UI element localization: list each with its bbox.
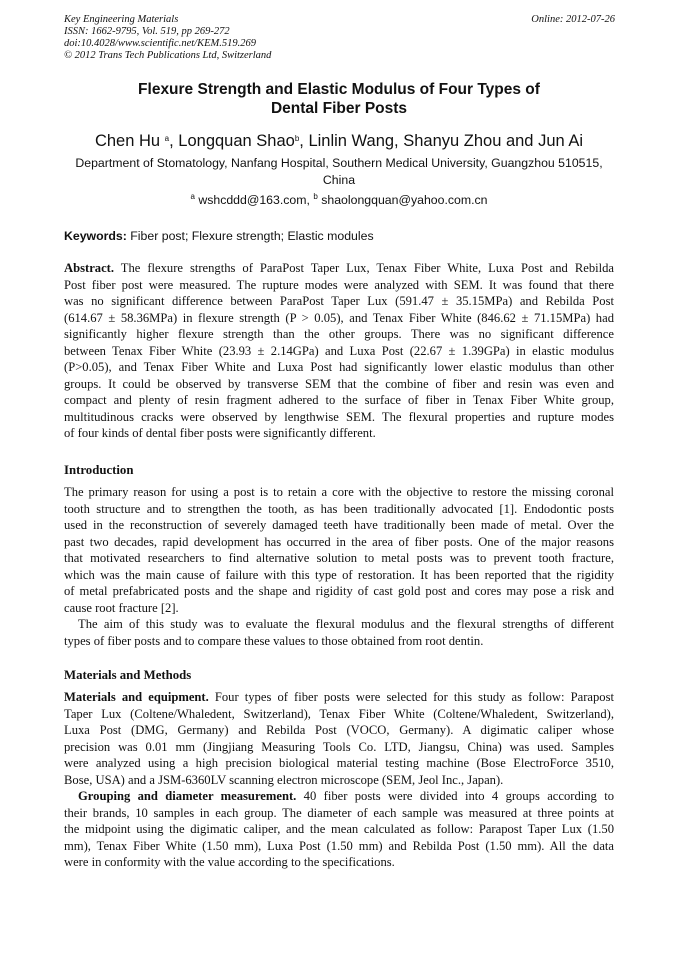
line-text: cause root fracture [2]. bbox=[64, 600, 179, 615]
text-line bbox=[64, 310, 614, 327]
text-line bbox=[64, 616, 614, 633]
title-line: Flexure Strength and Elastic Modulus of Four Types of bbox=[138, 81, 540, 98]
line-text: Taper Lux (Coltene/Whaledent, Switzerland), Tenax Fiber White (Coltene/Whaledent, Switzerland), bbox=[64, 706, 614, 721]
text-line bbox=[64, 293, 614, 310]
line-text: groups. It could be observed by transverse SEM that the combine of fiber and resin was even and bbox=[64, 376, 614, 391]
line-text: between Tenax Fiber White (23.93 ± 2.14GPa) and Luxa Post (22.67 ± 1.39GPa) in elastic modulus bbox=[64, 343, 614, 358]
text-line bbox=[64, 359, 614, 376]
line-text: (614.67 ± 58.36MPa) in flexure strength (P > 0.05), and Tenax Fiber White (846.62 ± 71.15MPa) had bbox=[64, 310, 614, 325]
text-line bbox=[64, 600, 614, 617]
text-line bbox=[64, 326, 614, 343]
abstract bbox=[64, 260, 614, 442]
line-text: 40 fiber posts were divided into 4 groups according to bbox=[296, 789, 614, 803]
line-text: mm), Tenax Fiber White (1.50 mm), Luxa Post (1.50 mm) and Rebilda Post (1.50 mm). All the data bbox=[64, 838, 614, 853]
text-line bbox=[64, 260, 614, 277]
text-line bbox=[64, 484, 614, 501]
text-line bbox=[64, 805, 614, 822]
online-date: Online: 2012-07-26 bbox=[531, 14, 615, 25]
text-line bbox=[64, 550, 614, 567]
keywords-label: Keywords: bbox=[64, 229, 127, 243]
text-line bbox=[64, 501, 614, 518]
text-line bbox=[64, 517, 614, 534]
running-header bbox=[64, 14, 271, 62]
doi: doi:10.4028/www.scientific.net/KEM.519.269 bbox=[64, 38, 256, 49]
run-in-heading: Materials and equipment. bbox=[64, 690, 209, 704]
line-text: the midpoint using the digimatic caliper, and the mean calculated as follow: Parapost Taper Lux (1.50 bbox=[64, 822, 614, 836]
run-in-heading: Abstract. bbox=[64, 261, 115, 275]
text-line bbox=[64, 409, 614, 426]
text-line bbox=[64, 633, 614, 650]
line-text: that motivated researchers to find alternative solution to metal posts was to prevent tooth fracture, bbox=[64, 551, 614, 565]
text-line bbox=[64, 277, 614, 294]
text-line bbox=[64, 567, 614, 584]
text-line bbox=[64, 755, 614, 772]
line-text: which was the main cause of failure with this type of restoration. It has been reported that the rigidity bbox=[64, 567, 614, 582]
line-text: were analyzed using a high precision biological material testing machine (Bose ElectroForce 3510, bbox=[64, 756, 614, 770]
line-text: of metal prefabricated posts and the shape and rigidity of cast gold post and cores may pose a risk and bbox=[64, 584, 614, 598]
text-line bbox=[64, 689, 614, 706]
line-text: tooth structure and to strengthen the tooth, as has been traditionally advocated [1]. Endodontic posts bbox=[64, 501, 614, 516]
email-b[interactable]: shaolongquan@yahoo.com.cn bbox=[317, 193, 488, 207]
methods-heading: Materials and Methods bbox=[64, 668, 192, 682]
line-text: The primary reason for using a post is to retain a core with the objective to restore the missing coronal bbox=[64, 485, 614, 499]
affiliation-line: China bbox=[322, 173, 356, 187]
methods-body bbox=[64, 689, 614, 871]
author: Chen Hu bbox=[94, 132, 165, 150]
keywords bbox=[64, 228, 374, 245]
introduction-heading: Introduction bbox=[64, 463, 134, 477]
text-line bbox=[64, 425, 614, 442]
affiliation bbox=[0, 155, 678, 189]
emails bbox=[0, 192, 678, 209]
title-line: Dental Fiber Posts bbox=[270, 100, 408, 117]
paper-title bbox=[0, 80, 678, 118]
line-text: The aim of this study was to evaluate the flexural modulus and the flexural strengths of different bbox=[78, 617, 614, 631]
text-line bbox=[64, 376, 614, 393]
introduction-body bbox=[64, 484, 614, 649]
author-mark: b bbox=[294, 134, 300, 143]
copyright: © 2012 Trans Tech Publications Ltd, Switzerland bbox=[64, 50, 272, 61]
author-list: , Linlin Wang, Shanyu Zhou and Jun Ai bbox=[299, 132, 584, 150]
line-text: their brands, 10 samples in each group. The diameter of each sample was measured at three points at bbox=[64, 805, 614, 820]
line-text: of four kinds of dental fiber posts were significantly different. bbox=[64, 426, 376, 440]
journal-name: Key Engineering Materials bbox=[64, 14, 179, 25]
keywords-text: Fiber post; Flexure strength; Elastic modules bbox=[126, 229, 374, 243]
author: , Longquan Shao bbox=[169, 132, 295, 150]
text-line bbox=[64, 722, 614, 739]
line-text: past two decades, rapid development has occurred in the area of fiber posts. One of the major reasons bbox=[64, 534, 614, 549]
text-line bbox=[64, 739, 614, 756]
line-text: compact and plenty of resin fragment adhered to the surface of fiber in Tenax Fiber White group, bbox=[64, 393, 614, 407]
line-text: types of fiber posts and to compare these values to those obtained from root dentin. bbox=[64, 633, 484, 648]
line-text: Post fiber post were measured. The rupture modes were analyzed with SEM. It was found that there bbox=[64, 277, 614, 292]
authors bbox=[0, 131, 678, 151]
run-in-heading: Grouping and diameter measurement. bbox=[78, 789, 297, 803]
text-line bbox=[64, 706, 614, 723]
line-text: used in the reconstruction of severely damaged teeth have traditionally been made of metal. Over the bbox=[64, 518, 614, 532]
text-line bbox=[64, 821, 614, 838]
line-text: was no significant difference between ParaPost Taper Lux (591.47 ± 35.15MPa) and Rebilda Post bbox=[64, 294, 614, 308]
line-text: precision was 0.01 mm (Jingjiang Measuring Tools Co. LTD, Jiangsu, China) was used. Samples bbox=[64, 739, 614, 754]
text-line bbox=[64, 788, 614, 805]
line-text: Four types of fiber posts were selected for this study as follow: Parapost bbox=[208, 690, 614, 704]
line-text: significantly higher flexure strength than the other groups. There was no significant difference bbox=[64, 327, 614, 341]
line-text: Luxa Post (DMG, Germany) and Rebilda Post (VOCO, Germany). A digimatic caliper whose bbox=[64, 723, 614, 737]
line-text: Bose, USA) and a JSM-6360LV scanning electron microscope (SEM, Jeol Inc., Japan). bbox=[64, 772, 504, 787]
affiliation-line: Department of Stomatology, Nanfang Hospital, Southern Medical University, Guangzhou 510515, bbox=[75, 156, 603, 170]
text-line bbox=[64, 583, 614, 600]
text-line bbox=[64, 838, 614, 855]
line-text: The flexure strengths of ParaPost Taper Lux, Tenax Fiber White, Luxa Post and Rebilda bbox=[114, 261, 614, 275]
text-line bbox=[64, 772, 614, 789]
email-mark: a bbox=[190, 192, 195, 201]
line-text: (P>0.05), and Tenax Fiber White and Luxa Post had significantly lower elastic modulus than other bbox=[64, 360, 614, 374]
author-mark: a bbox=[164, 134, 170, 143]
issn: ISSN: 1662-9795, Vol. 519, pp 269-272 bbox=[64, 26, 230, 37]
text-line bbox=[64, 392, 614, 409]
line-text: multitudinous cracks were observed by lengthwise SEM. The flexural properties and rupture modes bbox=[64, 409, 614, 424]
text-line bbox=[64, 343, 614, 360]
text-line bbox=[64, 534, 614, 551]
line-text: were in conformity with the value according to the specifications. bbox=[64, 855, 395, 869]
text-line bbox=[64, 854, 614, 871]
email-a[interactable]: wshcddd@163.com, bbox=[194, 193, 314, 207]
email-mark: b bbox=[313, 192, 318, 201]
